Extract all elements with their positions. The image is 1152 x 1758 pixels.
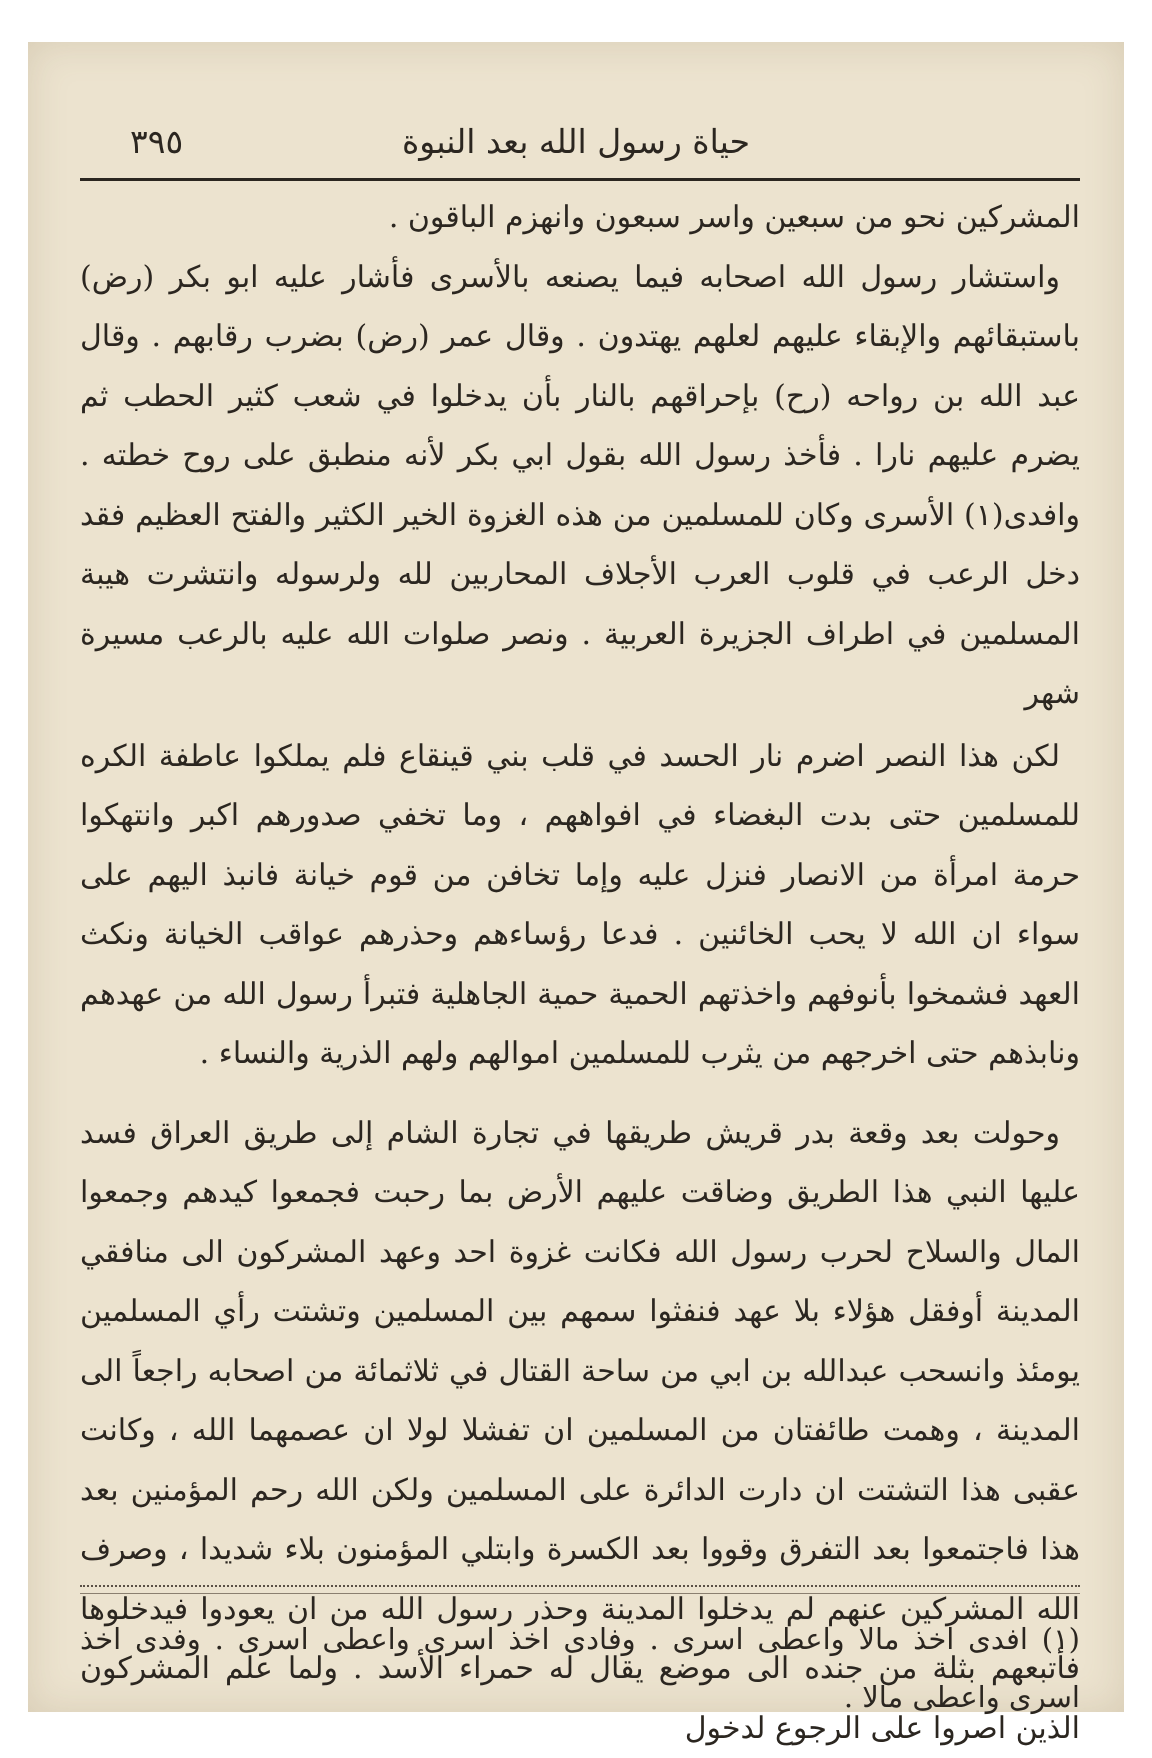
paragraph-3: لكن هذا النصر اضرم نار الحسد في قلب بني قينقاع فلم يملكوا عاطفة الكره للمسلمين حتى بدت البغضاء في افواههم ، وما تخفي صدورهم اكبر وانتهكوا حرمة امرأة من الانصار فنزل عليه وإما تخافن من قوم خيانة فانبذ اليهم على سواء ان الله لا يحب الخائنين . فدعا رؤساءهم وحذرهم عواقب الخيانة ونكث العهد فشمخوا بأنوفهم واخذتهم الحمية حمية الجاهلية فتبرأ رسول الله من عهدهم ونابذهم حتى اخرجهم من يثرب للمسلمين اموالهم ولهم الذرية والنساء .	[80, 727, 1080, 1084]
page-body	[80, 188, 1080, 1758]
footnote-text: (١) افدى اخذ مالا واعطى اسرى . وفادى اخذ اسرى واعطى اسرى . وفدى اخذ اسرى واعطى مالا .	[80, 1610, 1080, 1726]
footnote-rule	[80, 1585, 1080, 1594]
paragraph-2: واستشار رسول الله اصحابه فيما يصنعه بالأسرى فأشار عليه ابو بكر (رض) باستبقائهم والإبقاء عليهم لعلهم يهتدون . وقال عمر (رض) بضرب رقابهم . وقال عبد الله بن رواحه (رح) بإحراقهم بالنار بأن يدخلوا في شعب كثير الحطب ثم يضرم عليهم نارا . فأخذ رسول الله بقول ابي بكر لأنه منطبق على روح خطته . وافدى(١) الأسرى وكان للمسلمين من هذه الغزوة الخير الكثير والفتح العظيم فقد دخل الرعب في قلوب العرب الأجلاف المحاربين لله ولرسوله وانتشرت هيبة المسلمين في اطراف الجزيرة العربية . ونصر صلوات الله عليه بالرعب مسيرة شهر	[80, 248, 1080, 724]
running-title: حياة رسول الله بعد النبوة	[402, 122, 750, 161]
footnote	[80, 1610, 1080, 1726]
paragraph-1: المشركين نحو من سبعين واسر سبعون وانهزم الباقون .	[80, 188, 1080, 248]
scanned-page	[28, 42, 1124, 1712]
page-header	[80, 114, 1080, 174]
book-page	[80, 42, 1080, 1712]
paragraph-4: وحولت بعد وقعة بدر قريش طريقها في تجارة الشام إلى طريق العراق فسد عليها النبي هذا الطريق وضاقت عليهم الأرض بما رحبت فجمعوا كيدهم وجمعوا المال والسلاح لحرب رسول الله فكانت غزوة احد وعهد المشركون الى منافقي المدينة أوفقل هؤلاء بلا عهد فنفثوا سمهم بين المسلمين وتشتت رأي المسلمين يومئذ وانسحب عبدالله بن ابي من ساحة القتال في ثلاثمائة من اصحابه راجعاً الى المدينة ، وهمت طائفتان من المسلمين ان تفشلا لولا ان عصمهما الله ، وكانت عقبى هذا التشتت ان دارت الدائرة على المسلمين ولكن الله رحم المؤمنين بعد هذا فاجتمعوا بعد التفرق وقووا بعد الكسرة وابتلي المؤمنون بلاء شديدا ، وصرف الله المشركين عنهم لم يدخلوا المدينة وحذر رسول الله من ان يعودوا فيدخلوها فأتبعهم بثلة من جنده الى موضع يقال له حمراء الأسد . ولما علم المشركون الذين اصروا على الرجوع لدخول	[80, 1104, 1080, 1758]
page-number: ٣٩٥	[130, 122, 183, 161]
header-rule	[80, 178, 1080, 181]
